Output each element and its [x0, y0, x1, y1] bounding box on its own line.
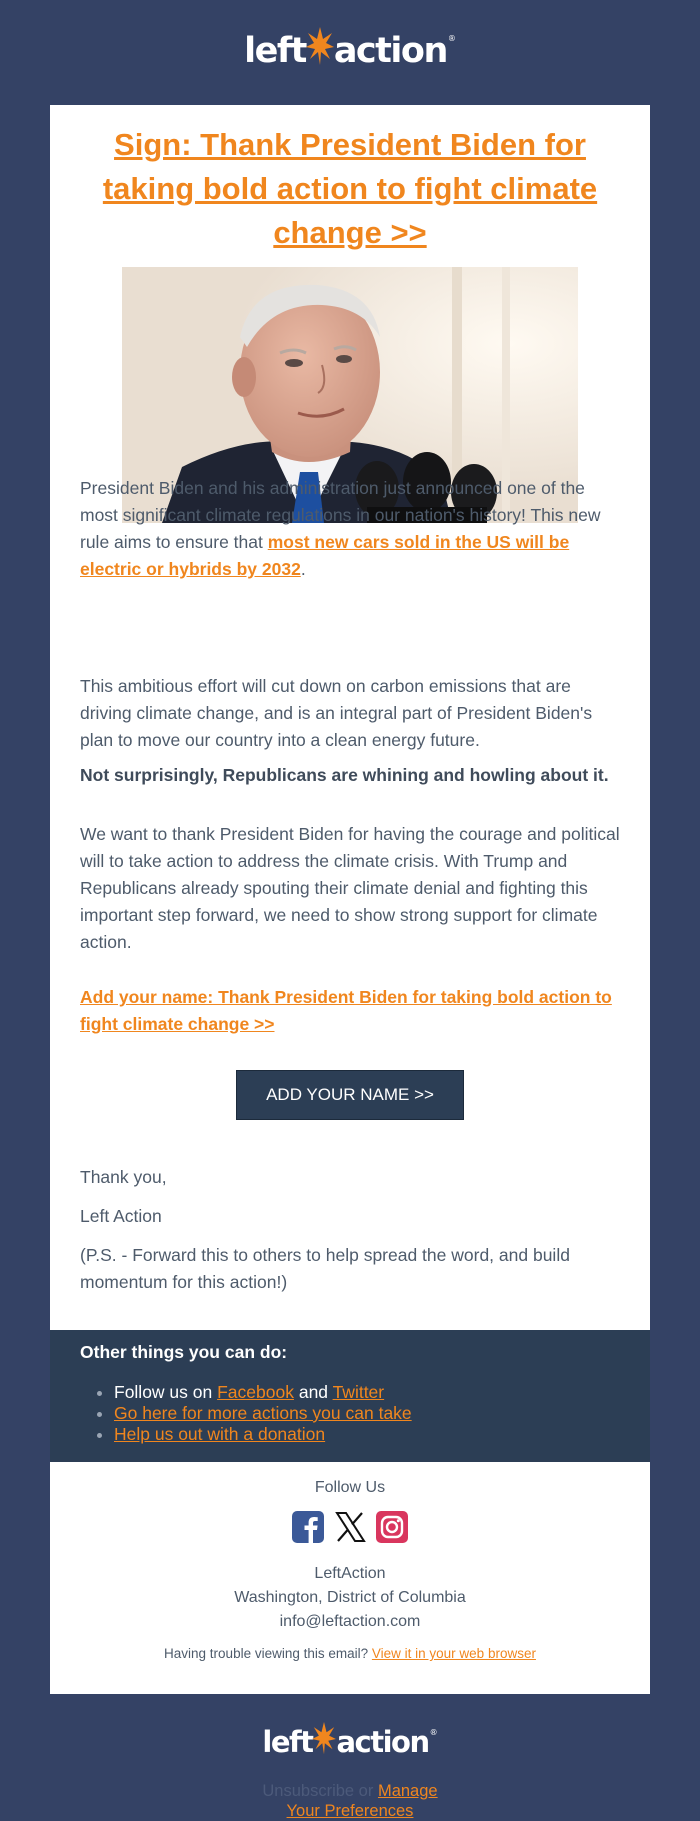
other-actions-panel [50, 1330, 650, 1462]
logo-right-word: action [333, 31, 447, 71]
sunburst-icon [312, 1722, 336, 1763]
unsubscribe-link[interactable]: Unsubscribe or [262, 1782, 378, 1800]
sunburst-icon [306, 27, 334, 76]
logo-left-word: left [244, 31, 306, 71]
facebook-icon[interactable] [291, 1510, 325, 1544]
thanks-line: Thank you, [80, 1167, 167, 1187]
footer-leftaction-logo[interactable] [0, 1722, 700, 1762]
ps-paragraph: (P.S. - Forward this to others to help spread the word, and build momentum for this action!) [80, 1245, 570, 1292]
facebook-link[interactable]: Facebook [217, 1382, 294, 1402]
footer-panel [50, 1462, 650, 1694]
add-your-name-button[interactable]: ADD YOUR NAME >> [236, 1070, 464, 1120]
x-icon[interactable] [333, 1510, 367, 1544]
instagram-icon[interactable] [375, 1510, 409, 1544]
trouble-text: Having trouble viewing this email? [164, 1646, 372, 1661]
headline-link[interactable]: Sign: Thank President Biden for taking bold action to fight climate change >> [102, 127, 598, 250]
logo-right-word: action [336, 1725, 429, 1759]
intro-period: . [300, 559, 306, 579]
list-item [114, 1424, 412, 1445]
registered-mark: ® [429, 1728, 438, 1737]
social-icons-row [50, 1510, 650, 1546]
twitter-link[interactable]: Twitter [332, 1382, 385, 1402]
intro-paragraph [80, 475, 620, 583]
org-location: Washington, District of Columbia [234, 1589, 466, 1606]
other-actions-title: Other things you can do: [80, 1342, 288, 1362]
preferences-link[interactable]: Your Preferences [286, 1802, 414, 1820]
unsubscribe-line [0, 1781, 700, 1821]
view-in-browser-link[interactable]: View it in your web browser [371, 1646, 536, 1661]
follow-us-heading: Follow Us [314, 1479, 386, 1496]
more-actions-link[interactable]: Go here for more actions you can take [114, 1403, 412, 1423]
registered-mark: ® [447, 34, 456, 43]
ev-announcement-link[interactable]: most new cars sold in the US will be electric or hybrids by 2032 [80, 532, 570, 579]
and-text: and [293, 1382, 333, 1402]
leftaction-logo[interactable] [0, 28, 700, 74]
list-item [114, 1403, 412, 1424]
donation-link[interactable]: Help us out with a donation [114, 1424, 326, 1444]
org-name: LeftAction [314, 1565, 386, 1582]
manage-link[interactable]: Manage [377, 1782, 438, 1800]
ambition-paragraph: This ambitious effort will cut down on carbon emissions that are driving climate change, and is an integral part of President Biden's plan to move our country into a clean energy future. [80, 676, 593, 750]
signature-line: Left Action [80, 1206, 162, 1226]
trouble-viewing-line [50, 1646, 650, 1661]
other-actions-list [82, 1382, 412, 1445]
list-item [114, 1382, 412, 1403]
org-email: info@leftaction.com [279, 1613, 421, 1630]
add-name-link[interactable]: Add your name: Thank President Biden for taking bold action to fight climate change >> [80, 987, 612, 1034]
intro-text: President Biden and his administration just announced one of the most significant climate regulations in our nation's history! This new rule aims to ensure that [80, 478, 601, 552]
email-card [50, 105, 650, 1331]
republicans-paragraph: Not surprisingly, Republicans are whining and howling about it. [80, 765, 609, 785]
thank-paragraph: We want to thank President Biden for having the courage and political will to take action to address the climate crisis. With Trump and Republicans already spouting their climate denial and fighting this important step forward, we need to show strong support for climate action. [80, 824, 620, 952]
follow-prefix: Follow us on [114, 1382, 218, 1402]
logo-left-word: left [262, 1725, 313, 1759]
